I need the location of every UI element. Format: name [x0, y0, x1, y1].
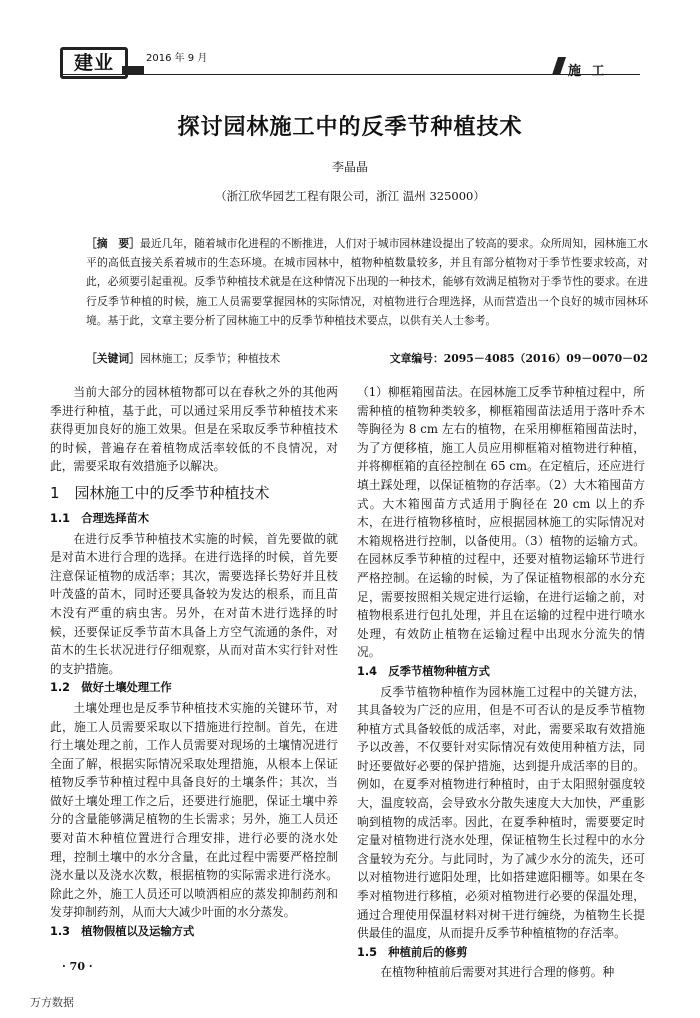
paragraph-1-5: 在植物种植前后需要对其进行合理的修剪。种 — [380, 965, 615, 980]
article-author: 李晶晶 — [331, 160, 368, 174]
abstract — [86, 234, 648, 330]
subsection-heading-1-3: 1.3 植物假植以及运输方式 — [50, 925, 195, 939]
keywords-label: ［关键词］ — [86, 352, 140, 365]
section-heading-1: 1 园林施工中的反季节种植技术 — [50, 483, 270, 502]
article-number-value: 2095－4085（2016）09－0070－02 — [443, 352, 648, 365]
abstract-label: ［摘 要］ — [86, 237, 141, 250]
body-column-right — [357, 383, 645, 982]
subsection-heading-1-1: 1.1 合理选择苗木 — [50, 511, 150, 525]
subsection-heading-1-5: 1.5 种植前后的修剪 — [357, 945, 468, 959]
paragraph-1-4: 反季节植物种植作为园林施工过程中的关键方法，其具备较为广泛的应用，但是不可否认的是反季节植物种植方式具备较低的成活率，对此，需要采取有效措施予以改善，不仅要针对实际情况有效使用种植方法，同时还要做好必要的保护措施，达到提升成活率的目的。例如，在夏季对植物进行种植时，由于太阳照射强度较大，温度较高，会导致水分散失速度大大加快，严重影响到植物的成活率。因此，在夏季种植时，需要要定时定量对植物进行浇水处理，保证植物生长过程中的水分含量较为充分。与此同时，为了减少水分的流失，还可以对植物进行遮阳处理，比如搭建遮阳棚等。如果在冬季对植物进行移植，必须对植物进行必要的保温处理，通过合理使用保温材料对树干进行缠绕，为植物生长提供最佳的温度，从而提升反季节种植植物的存活率。 — [357, 684, 645, 941]
paragraph-1-3-continued: （1）柳框箱囤苗法。在园林施工反季节种植过程中，所需种植的植物种类较多，柳框箱囤苗法适用于落叶乔木等胸径为 8 cm 左右的植物，在采用柳框箱囤苗法时，为了方便移植，施工人员应用柳框箱对植物进行种植，并将柳框箱的直径控制在 65 cm。在定植后，还应进行填土踩处理，以保证植物的存活率。（2）大木箱囤苗方式。大木箱囤苗方式适用于胸径在 20 cm 以上的乔木，在进行植物移植时，应根据园林施工的实际情况对木箱规格进行控制，以备使用。（3）植物的运输方式。在园林反季节种植的过程中，还要对植物运输环节进行严格控制。在运输的时候，为了保证植物根部的水分充足，需要按照相关规定进行运输，在进行运输之前，对植物根系进行包扎处理，并且在运输的过程中进行喷水处理，有效防止植物在运输过程中出现水分流失的情况。 — [357, 385, 645, 660]
author-affiliation: （浙江欣华园艺工程有限公司，浙江 温州 325000） — [215, 189, 485, 203]
paragraph-1-2: 土壤处理也是反季节种植技术实施的关键环节，对此，施工人员需要采取以下措施进行控制。首先，在进行土壤处理之前，工作人员需要对现场的土壤情况进行全面了解，根据实际情况采取处理措施，从根本上保证植物反季节种植过程中具备良好的土壤条件；其次，当做好土壤处理工作之后，还要进行施肥，保证土壤中养分的含量能够满足植物的生长需求；另外，施工人员还要对苗木种植位置进行合理安排，进行必要的浇水处理，控制土壤中的水分含量，在此过程中需要严格控制浇水量以及浇水次数，根据植物的实际需求进行浇水。除此之外，施工人员还可以喷洒相应的蒸发抑制药剂和发芽抑制药剂，从而大大减少叶面的水分蒸发。 — [50, 700, 338, 920]
keywords-text: 园林施工；反季节；种植技术 — [139, 352, 281, 365]
paragraph-1-1: 在进行反季节种植技术实施的时候，首先要做的就是对苗木进行合理的选择。在进行选择的时候，首先要注意保证植物的成活率；其次，需要选择长势好并且枝叶茂盛的苗木，同时还要具备较为发达的根系，而且苗木没有严重的病虫害。另外，在对苗木进行选择的时候，还要保证反季节苗木具备上方空气流通的条件，对苗木的生长状况进行仔细观察，从而对苗木实行针对性的支护措施。 — [50, 531, 338, 676]
abstract-text: 最近几年，随着城市化进程的不断推进，人们对于城市园林建设提出了较高的要求。众所周知，园林施工水平的高低直接关系着城市的生态环境。在城市园林中，植物种植数量较多，并且有部分植物对于季节性要求较高，对此，必须要引起重视。反季节种植技术就是在这种情况下出现的一种技术，能够有效满足植物对于季节性的要求。在进行反季节种植的时候，施工人员需要掌握园林的实际情况，对植物进行合理选择，从而营造出一个良好的城市园林环境。基于此，文章主要分析了园林施工中的反季节种植技术要点，以供有关人士参考。 — [86, 237, 649, 327]
issue-date: 2016 年 9 月 — [146, 53, 208, 64]
database-watermark: 万方数据 — [30, 996, 74, 1009]
body-column-left — [50, 383, 338, 943]
logo-bar — [122, 66, 144, 74]
article-number — [390, 351, 648, 366]
article-title: 探讨园林施工中的反季节种植技术 — [177, 115, 523, 140]
section-slash-decoration — [552, 57, 566, 75]
intro-paragraph: 当前大部分的园林植物都可以在春秋之外的其他两季进行种植，基于此，可以通过采用反季节种植技术来获得更加良好的施工效果。但是在采取反季节种植技术的时候，普遍存在着植物成活率较低的不良情况，对此，需要采取有效措施予以解决。 — [50, 385, 338, 474]
page-number: · 70 · — [62, 960, 93, 973]
journal-logo: 建业 — [60, 47, 128, 79]
subsection-heading-1-2: 1.2 做好土壤处理工作 — [50, 681, 172, 695]
subsection-heading-1-4: 1.4 反季节植物种植方式 — [357, 664, 490, 678]
section-label: 施 工 — [568, 64, 608, 79]
article-number-label: 文章编号： — [389, 352, 444, 365]
header-rule — [60, 74, 640, 75]
